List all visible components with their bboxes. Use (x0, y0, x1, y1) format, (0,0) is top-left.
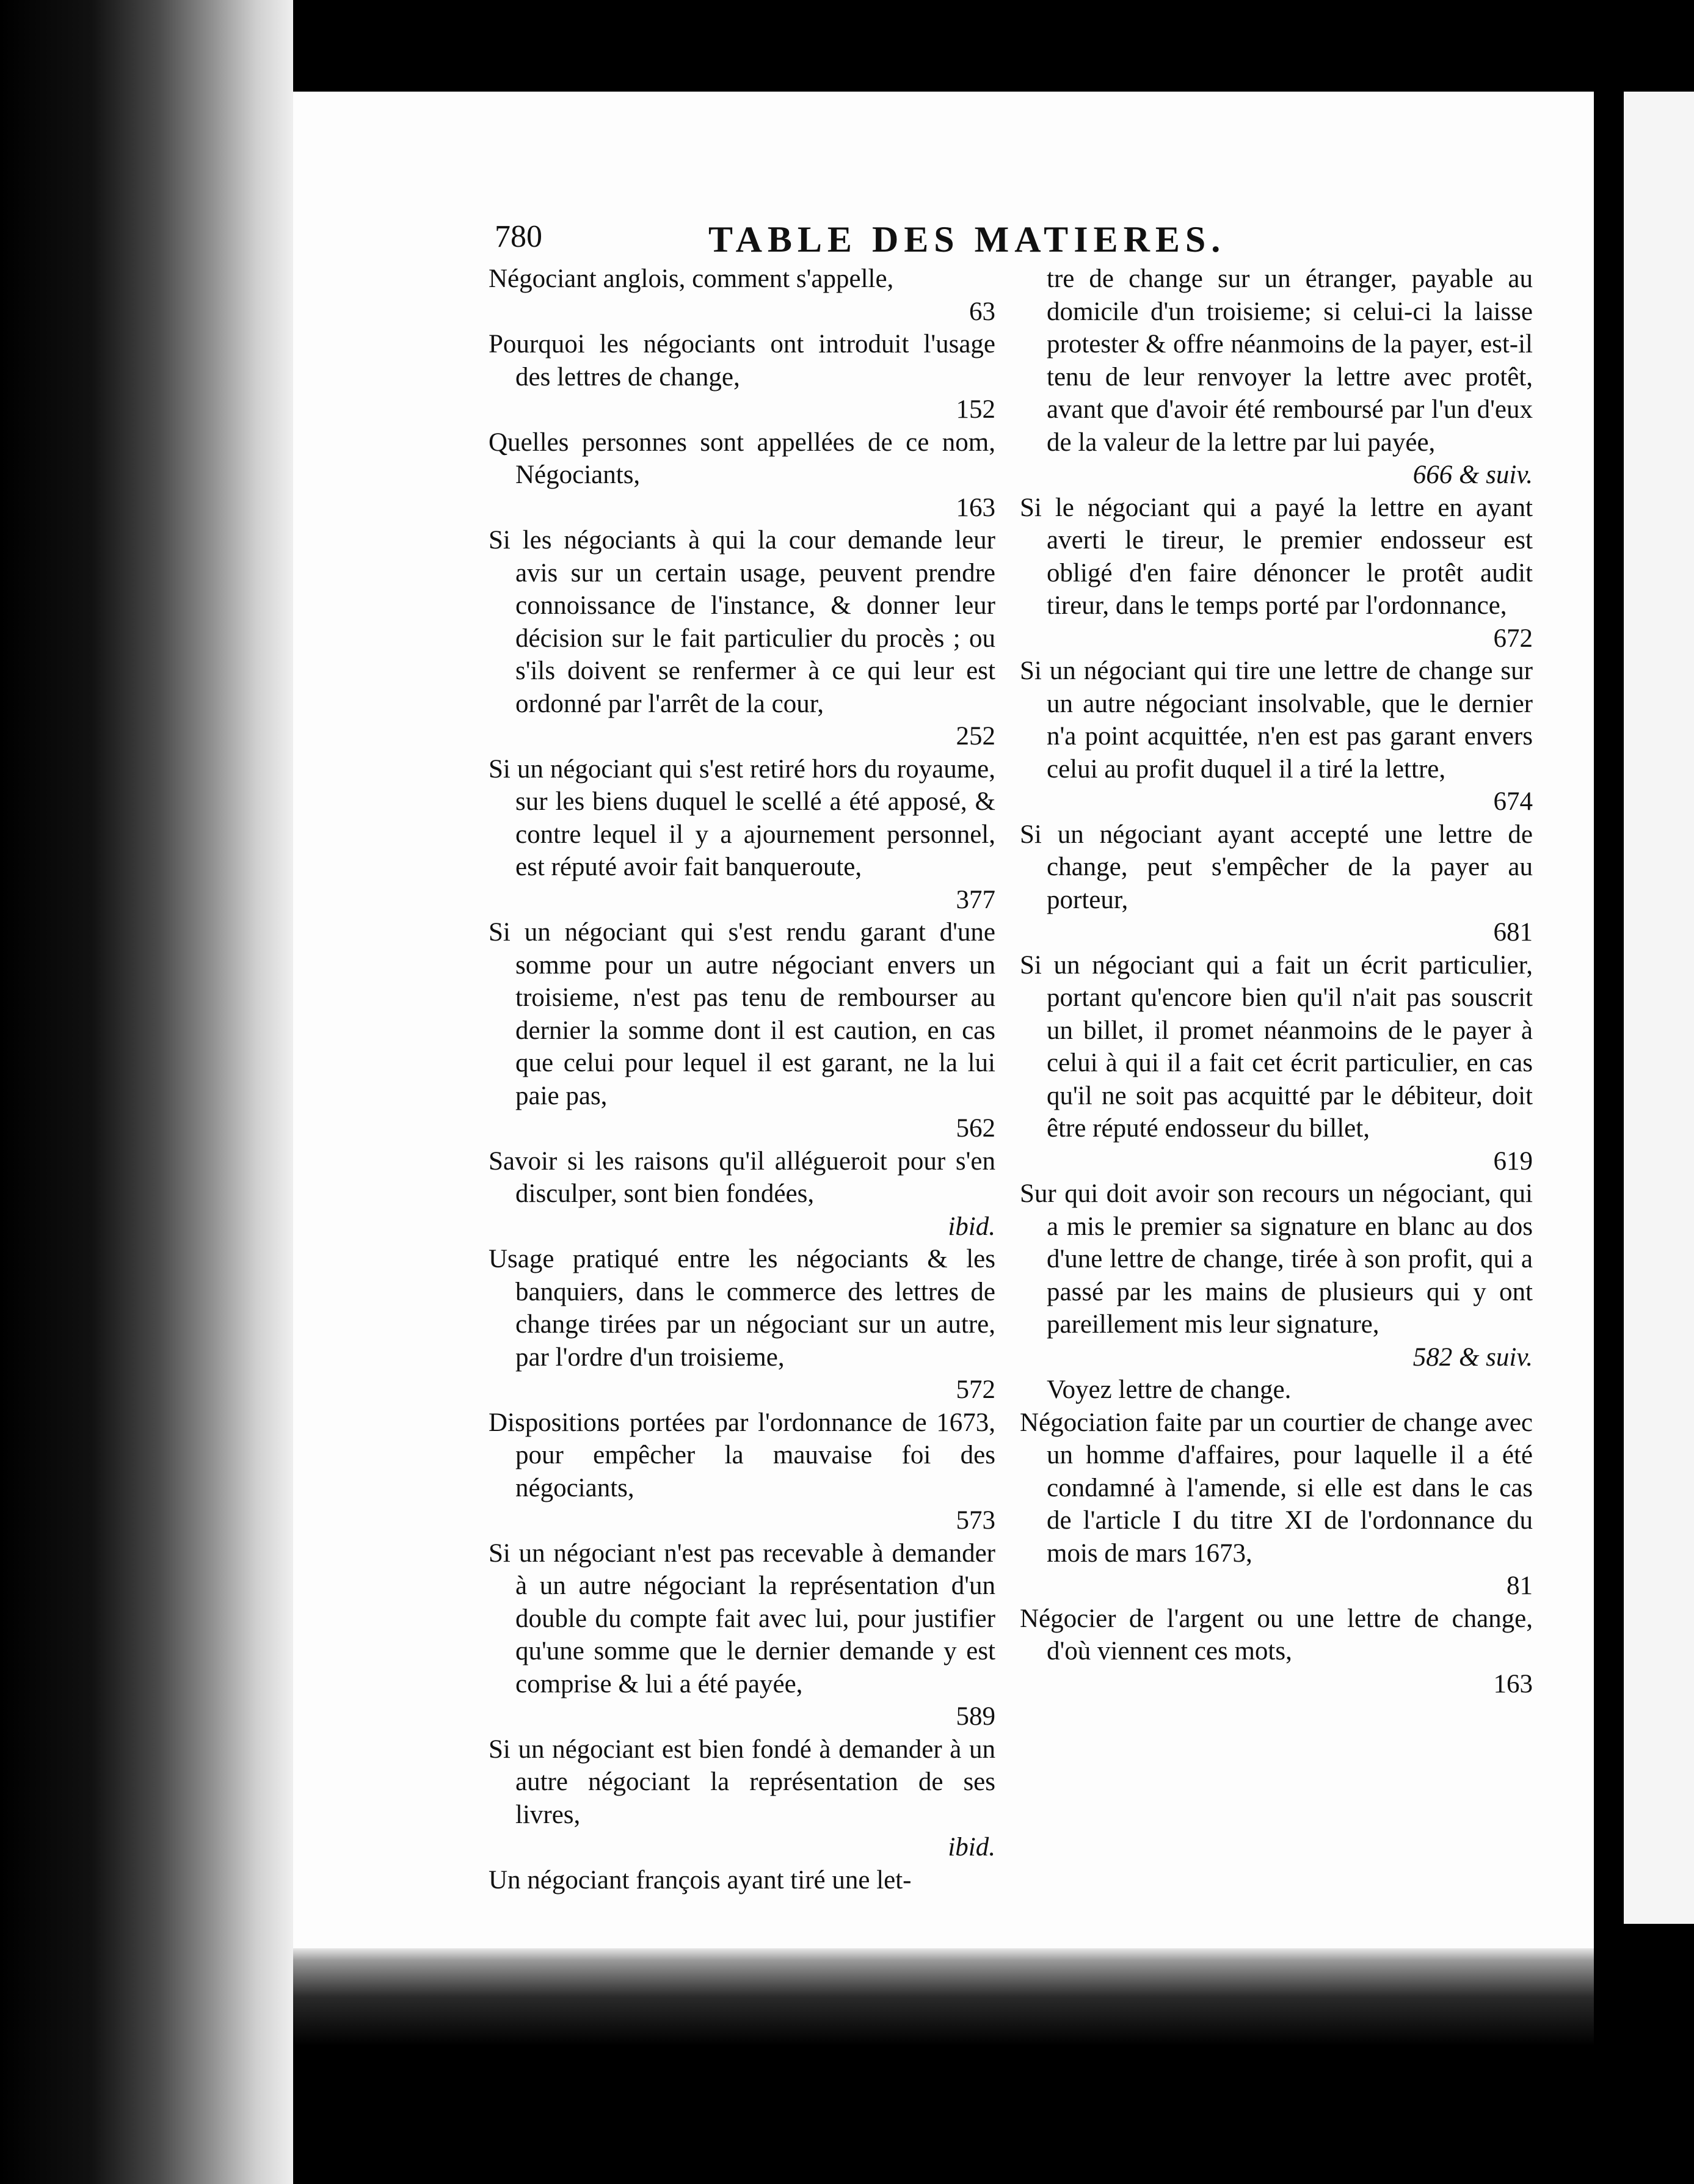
index-entry (1020, 1603, 1533, 1701)
entry-text: Usage pratiqué entre les négociants & les banquiers, dans le commerce des lettres de change tirées par un négociant sur un autre, par l'ordre d'un troisieme, (489, 1245, 995, 1372)
index-entry (489, 426, 995, 525)
index-entry (489, 916, 995, 1145)
index-entry (1020, 949, 1533, 1178)
entry-text: Un négociant françois ayant tiré une let- (489, 1865, 912, 1895)
entry-text: Négociation faite par un courtier de change avec un homme d'affaires, pour laquelle il a été condamné à l'amende, si elle est dans le cas de l'article I du titre XI de l'ordonnance du mois de mars 1673, (1020, 1408, 1533, 1568)
index-entry (489, 1864, 995, 1897)
left-column (489, 263, 995, 1896)
page-bottom-shadow (293, 1948, 1594, 2184)
entry-page-ref: 63 (969, 297, 995, 326)
page-title: TABLE DES MATIERES. (708, 219, 1226, 260)
entry-page-ref: 573 (956, 1506, 995, 1535)
index-entry (1020, 1178, 1533, 1374)
index-entry (489, 263, 995, 328)
book-gutter-shadow (0, 0, 293, 2184)
entry-page-ref: 152 (956, 395, 995, 424)
entry-text: Si le négociant qui a payé la lettre en ayant averti le tireur, le premier endosseur est obligé d'en faire dénoncer le protêt audit tireur, dans le temps porté par l'ordonnance, (1020, 493, 1533, 620)
entry-page-ref: 252 (956, 722, 995, 751)
cross-reference (1020, 1374, 1533, 1407)
entry-text: Si les négociants à qui la cour demande leur avis sur un certain usage, peuvent prendre connoissance de l'instance, & donner leur décision sur le fait particulier du procès ; ou s'ils doivent se renfermer à ce qui leur est ordonné par l'arrêt de la cour, (489, 526, 995, 718)
entry-text: Négociant anglois, comment s'appelle, (489, 264, 894, 293)
page-number: 780 (495, 219, 542, 254)
entry-page-ref: ibid. (948, 1212, 995, 1241)
index-entry-continued (1020, 263, 1533, 492)
entry-page-ref: 582 & suiv. (1412, 1342, 1533, 1372)
facing-page-edge (1615, 92, 1694, 1924)
entry-page-ref: 666 & suiv. (1412, 460, 1533, 489)
index-entry (489, 1145, 995, 1243)
index-entry (489, 753, 995, 917)
index-entry (1020, 655, 1533, 818)
entry-page-ref: 562 (956, 1114, 995, 1143)
entry-page-ref: 589 (956, 1702, 995, 1731)
entry-text: Si un négociant qui s'est retiré hors du royaume, sur les biens duquel le scellé a été apposé, & contre lequel il y a ajournement personnel, est réputé avoir fait banqueroute, (489, 754, 995, 881)
entry-page-ref: 619 (1493, 1146, 1533, 1176)
entry-page-ref: 81 (1507, 1571, 1533, 1600)
entry-text: Sur qui doit avoir son recours un négociant, qui a mis le premier sa signature en blanc au dos d'une lettre de change, tirée à son profit, qui a passé par les mains de plusieurs qui y ont pareillement mis leur signature, (1020, 1179, 1533, 1339)
entry-page-ref: 681 (1493, 918, 1533, 947)
entry-text: Négocier de l'argent ou une lettre de change, d'où viennent ces mots, (1020, 1604, 1533, 1665)
index-entry (489, 1733, 995, 1864)
entry-page-ref: 572 (956, 1375, 995, 1404)
entry-text: Quelles personnes sont appellées de ce nom, Négociants, (489, 428, 995, 489)
entry-text: Si un négociant n'est pas recevable à demander à un autre négociant la représentation d'un double du compte fait avec lui, pour justifier qu'une somme que le dernier demande y est comprise & lui a été payée, (489, 1538, 995, 1698)
index-entry (1020, 1407, 1533, 1603)
entry-text: Voyez lettre de change. (1047, 1375, 1292, 1404)
index-entry (489, 1537, 995, 1733)
entry-text: Si un négociant est bien fondé à demander à un autre négociant la représentation de ses livres, (489, 1734, 995, 1829)
index-entry (1020, 492, 1533, 655)
entry-page-ref: 674 (1493, 787, 1533, 816)
entry-text: Dispositions portées par l'ordonnance de 1673, pour empêcher la mauvaise foi des négociants, (489, 1408, 995, 1502)
entry-page-ref: 672 (1493, 624, 1533, 653)
entry-text: Si un négociant qui a fait un écrit particulier, portant qu'encore bien qu'il n'ait pas souscrit un billet, il promet néanmoins de le payer à celui à qui il a fait cet écrit particulier, en cas qu'il ne soit pas acquitté par le débiteur, doit être réputé endosseur du billet, (1020, 950, 1533, 1143)
index-entry (489, 524, 995, 753)
entry-text: Si un négociant qui tire une lettre de change sur un autre négociant insolvable, que le dernier n'a point acquittée, n'en est pas garant envers celui au profit duquel il a tiré la lettre, (1020, 657, 1533, 784)
entry-text: Si un négociant qui s'est rendu garant d'une somme pour un autre négociant envers un troisieme, n'est pas tenu de rembourser au dernier la somme dont il est caution, en cas que celui pour lequel il est garant, ne la lui paie pas, (489, 918, 995, 1110)
right-column (1020, 263, 1533, 1700)
index-entry (489, 1243, 995, 1407)
entry-text: tre de change sur un étranger, payable au domicile d'un troisieme; si celui-ci la laisse protester & offre néanmoins de la payer, est-il tenu de leur renvoyer la lettre avec protêt, avant que d'avoir été remboursé par l'un d'eux de la valeur de la lettre par lui payée, (1047, 264, 1533, 457)
entry-text: Pourquoi les négociants ont introduit l'usage des lettres de change, (489, 330, 995, 391)
index-entry (489, 1407, 995, 1537)
entry-page-ref: 163 (956, 493, 995, 522)
entry-page-ref: 163 (1493, 1669, 1533, 1698)
entry-text: Si un négociant ayant accepté une lettre de change, peut s'empêcher de la payer au porteur, (1020, 820, 1533, 914)
index-entry (489, 328, 995, 426)
entry-text: Savoir si les raisons qu'il allégueroit pour s'en disculper, sont bien fondées, (489, 1146, 995, 1208)
entry-page-ref: ibid. (948, 1833, 995, 1862)
entry-page-ref: 377 (956, 885, 995, 914)
index-entry (1020, 818, 1533, 949)
